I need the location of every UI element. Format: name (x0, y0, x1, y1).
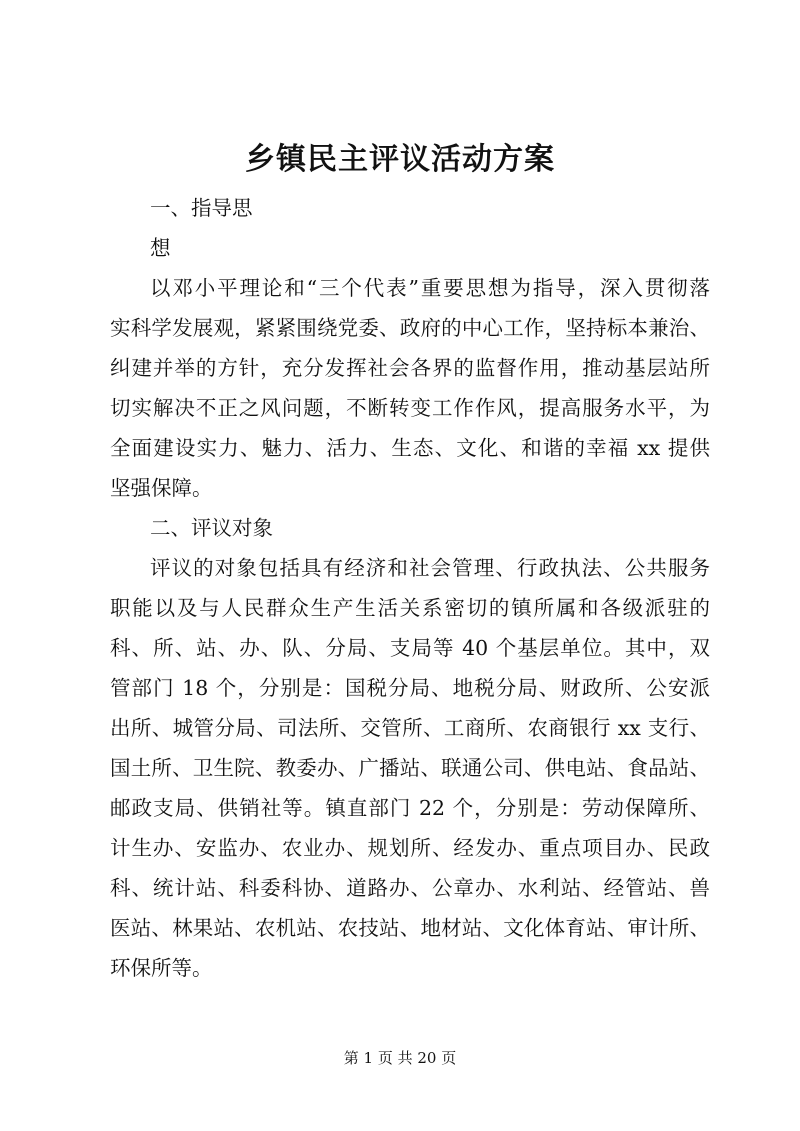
paragraph-line: 管部门 18 个，分别是：国税分局、地税分局、财政所、公安派 (110, 676, 710, 700)
paragraph-line: 医站、林果站、农机站、农技站、地材站、文化体育站、审计所、 (110, 916, 710, 940)
paragraph-line: 环保所等。 (110, 956, 213, 980)
page-number-footer: 第 1 页 共 20 页 (343, 1049, 457, 1067)
paragraph-line: 国土所、卫生院、教委办、广播站、联通公司、供电站、食品站、 (110, 756, 710, 780)
paragraph-line: 出所、城管分局、司法所、交管所、工商所、农商银行 xx 支行、 (110, 716, 710, 740)
paragraph-line: 科、所、站、办、队、分局、支局等 40 个基层单位。其中，双 (110, 636, 710, 660)
paragraph-line: 职能以及与人民群众生产生活关系密切的镇所属和各级派驻的 (110, 596, 710, 620)
section-heading-continuation: 想 (150, 236, 171, 260)
paragraph-line: 实科学发展观，紧紧围绕党委、政府的中心工作，坚持标本兼治、 (110, 316, 710, 340)
paragraph-line: 切实解决不正之风问题，不断转变工作作风，提高服务水平，为 (110, 396, 710, 420)
section-heading-evaluation-targets: 二、评议对象 (150, 516, 273, 540)
paragraph-line: 纠建并举的方针，充分发挥社会各界的监督作用，推动基层站所 (110, 356, 710, 380)
section-heading-guiding-thought: 一、指导思 (150, 196, 253, 220)
paragraph-line: 评议的对象包括具有经济和社会管理、行政执法、公共服务 (150, 556, 710, 580)
paragraph-line: 邮政支局、供销社等。镇直部门 22 个，分别是：劳动保障所、 (110, 796, 710, 820)
document-title: 乡镇民主评议活动方案 (245, 142, 555, 177)
paragraph-line: 计生办、安监办、农业办、规划所、经发办、重点项目办、民政 (110, 836, 710, 860)
paragraph-line: 科、统计站、科委科协、道路办、公章办、水利站、经管站、兽 (110, 876, 710, 900)
paragraph-line: 以邓小平理论和“三个代表”重要思想为指导，深入贯彻落 (150, 276, 710, 300)
paragraph-line: 坚强保障。 (110, 476, 213, 500)
paragraph-line: 全面建设实力、魅力、活力、生态、文化、和谐的幸福 xx 提供 (110, 436, 710, 460)
